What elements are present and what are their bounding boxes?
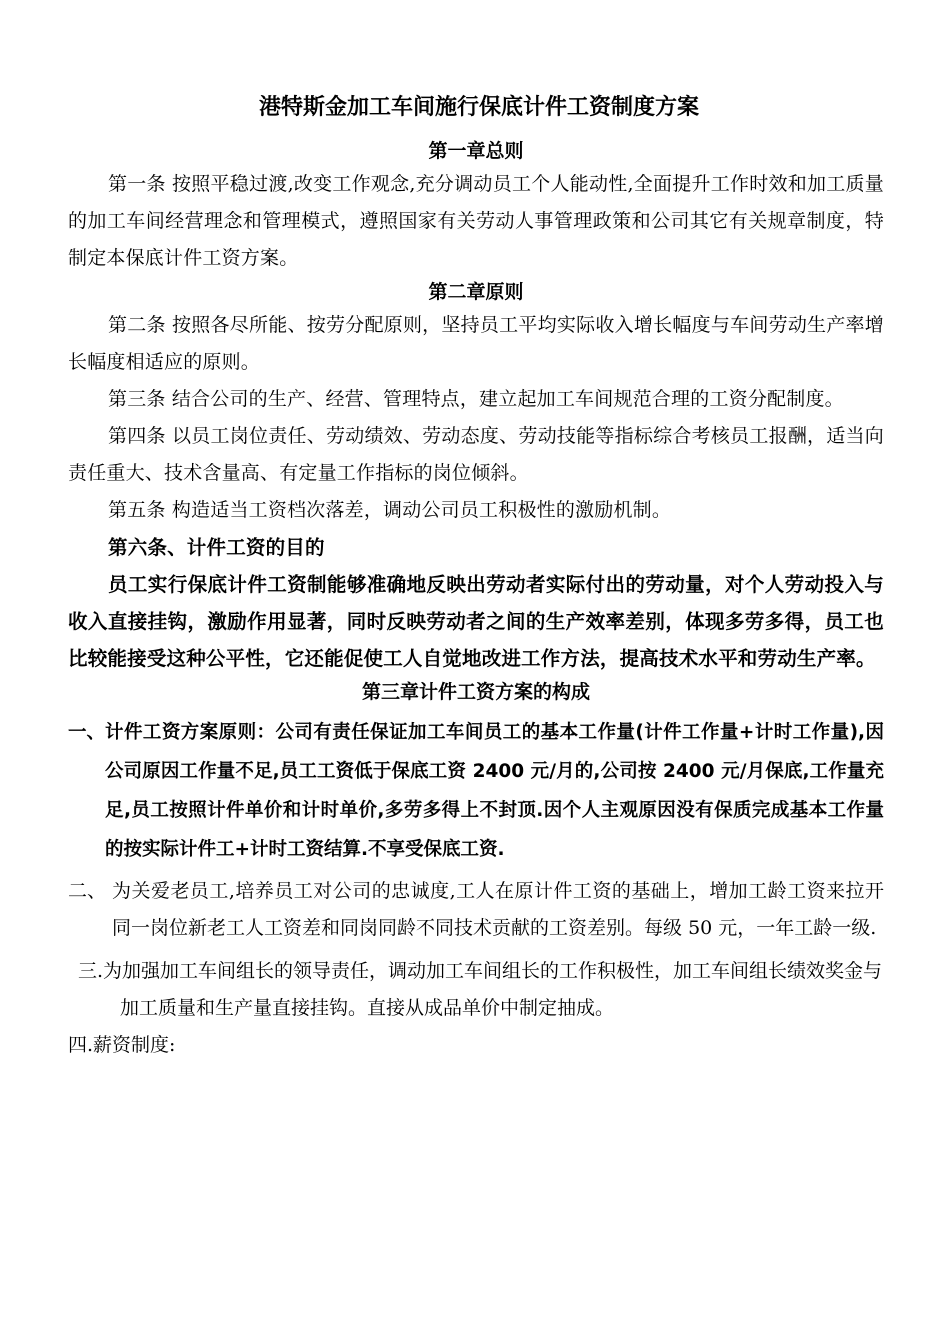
- chapter-1-heading: 第一章总则: [428, 140, 524, 162]
- article-1: 第一条 按照平稳过渡,改变工作观念,充分调动员工个人能动性,全面提升工作时效和加工质量的加工车间经营理念和管理模式，遵照国家有关劳动人事管理政策和公司其它有关规章制度，特制定本保底计件工资方案。: [68, 173, 884, 269]
- list-item-4: 四.薪资制度:: [68, 1034, 176, 1056]
- list-item-2-text: 为关爱老员工,培养员工对公司的忠诚度,工人在原计件工资的基础上，增加工龄工资来拉开同一岗位新老工人工资差和同岗同龄不同技术贡献的工资差别。每级 50 元，一年工龄一级.: [112, 880, 884, 939]
- document-title: 港特斯金加工车间施行保底计件工资制度方案: [258, 95, 699, 120]
- list-item-2: [68, 873, 884, 947]
- chapter-3-heading: 第三章计件工资方案的构成: [361, 681, 590, 703]
- list-item-1-text: 计件工资方案原则：公司有责任保证加工车间员工的基本工作量(计件工作量+计时工作量),因公司原因工作量不足,员工工资低于保底工资 2400 元/月的,公司按 2400 元/月保底,工作量充足,员工按照计件单价和计时单价,多劳多得上不封顶.因个人主观原因没有保质完成基本工作量的按实际计件工+计时工资结算.不享受保底工资.: [105, 722, 884, 860]
- article-6-body: 员工实行保底计件工资制能够准确地反映出劳动者实际付出的劳动量，对个人劳动投入与收入直接挂钩，激励作用显著，同时反映劳动者之间的生产效率差别，体现多劳多得，员工也比较能接受这种公平性，它还能促使工人自觉地改进工作方法，提高技术水平和劳动生产率。: [68, 573, 884, 670]
- list-item-1: [68, 713, 884, 869]
- list-item-3: 三.为加强加工车间组长的领导责任，调动加工车间组长的工作积极性，加工车间组长绩效奖金与加工质量和生产量直接挂钩。直接从成品单价中制定抽成。: [78, 960, 883, 1019]
- article-5: 第五条 构造适当工资档次落差，调动公司员工积极性的激励机制。: [108, 499, 672, 521]
- article-3: 第三条 结合公司的生产、经营、管理特点，建立起加工车间规范合理的工资分配制度。: [108, 388, 844, 410]
- article-2: 第二条 按照各尽所能、按劳分配原则，坚持员工平均实际收入增长幅度与车间劳动生产率增长幅度相适应的原则。: [68, 314, 884, 373]
- article-4: 第四条 以员工岗位责任、劳动绩效、劳动态度、劳动技能等指标综合考核员工报酬，适当向责任重大、技术含量高、有定量工作指标的岗位倾斜。: [68, 425, 884, 484]
- chapter-2-heading: 第二章原则: [428, 281, 524, 303]
- article-6-title: 第六条、计件工资的目的: [108, 536, 325, 559]
- list-item-2-number: 二、: [68, 880, 113, 902]
- list-item-1-number: 一、: [68, 722, 106, 743]
